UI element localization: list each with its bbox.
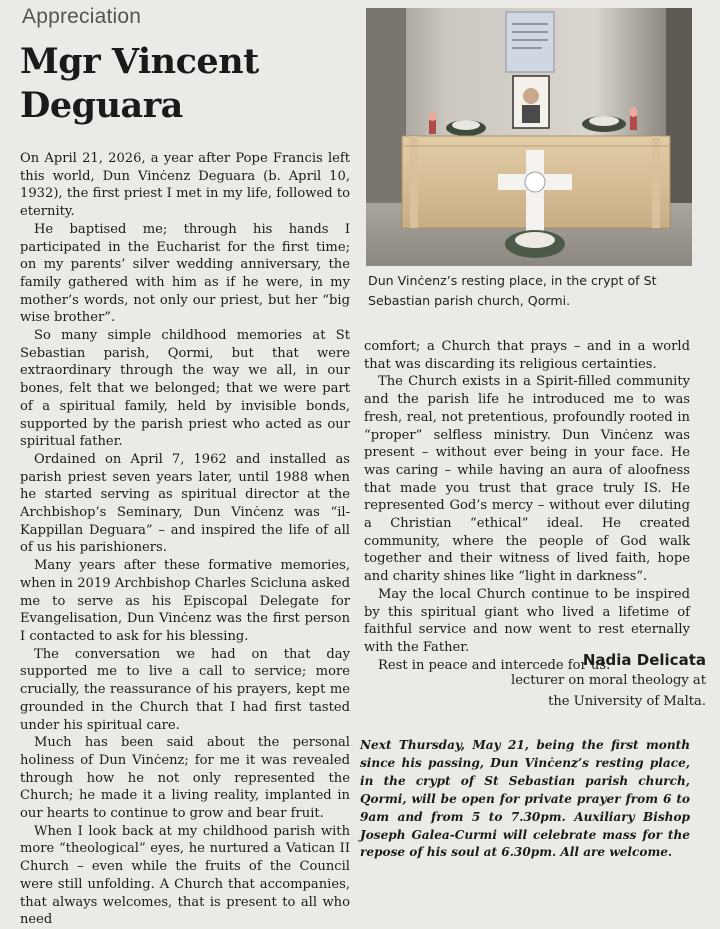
paragraph: The conversation we had on that day supported me to live a call to service; more crucially, the reassurance of his prayers, kept me grounded in the Church that I had first tasted under his spiritual care. (20, 646, 350, 733)
section-label: Appreciation (22, 5, 142, 28)
author-affiliation: the University of Malta. (548, 694, 706, 709)
photo-caption: Dun Vinċenz’s resting place, in the crypt of St Sebastian parish church, Qormi. (368, 273, 657, 308)
crypt-photo-image (366, 8, 692, 266)
paragraph: Rest in peace and intercede for us. (378, 657, 611, 673)
article-column-right (364, 338, 690, 674)
author-name: Nadia Delicata (582, 651, 706, 669)
paragraph: When I look back at my childhood parish with more “theological” eyes, he nurtured a Vatican II Church – even while the fruits of the Council were still unfolding. A Church that accompanies, that always welcomes, that is present to all who need (20, 823, 350, 928)
crypt-photo (366, 8, 692, 266)
headline: Mgr Vincent Deguara (20, 41, 259, 126)
paragraph: Many years after these formative memories, when in 2019 Archbishop Charles Scicluna asked me to serve as his Episcopal Delegate for Evangelisation, Dun Vinċenz was the first person I contacted to ask for his blessing. (20, 558, 350, 644)
paragraph: The Church exists in a Spirit-filled community and the parish life he introduced me to was fresh, real, not pretentious, profoundly rooted in “proper” selfless ministry. Dun Vinċenz was present – without ever being in your face. He was caring – while having an aura of aloofness that made you trust that grace truly IS. He represented God’s mercy – without ever diluting a Christian “ethical” ideal. He created community, where the people of God walk together and their witness of lived faith, hope and charity shines like “light in darkness”. (364, 374, 690, 585)
paragraph: comfort; a Church that prays – and in a world that was discarding its religious certainties. (364, 339, 690, 372)
author-signature (364, 650, 714, 712)
paragraph: On April 21, 2026, a year after Pope Francis left this world, Dun Vinċenz Deguara (b. April 10, 1932), the first priest I met in my life, followed to eternity. (20, 151, 350, 220)
author-role: lecturer on moral theology at (511, 673, 706, 688)
mass-notice: Next Thursday, May 21, being the first month since his passing, Dun Vinċenz’s resting place, in the crypt of St Sebastian parish church, Qormi, will be open for private prayer from 6 to 9am and from 5 to 7.30pm. Auxiliary Bishop Joseph Galea-Curmi will celebrate mass for the repose of his soul at 6.30pm. All are welcome. (360, 738, 690, 860)
paragraph: Much has been said about the personal holiness of Dun Vinċenz; for me it was revealed through how he not only represented the Church; he made it a living reality, implanted in our hearts to continue to grow and bear fruit. (20, 735, 350, 822)
paragraph: May the local Church continue to be inspired by this spiritual giant who lived a lifetime of faithful service and now went to rest eternally with the Father. (364, 586, 690, 655)
article-column-left (20, 150, 350, 929)
paragraph: So many simple childhood memories at St Sebastian parish, Qormi, but that were extraordinary through the way we all, in our bones, felt that we belonged; that we were part of a spiritual family, held by invisible bonds, supported by the parish priest who acted as our spiritual father. (20, 328, 350, 450)
paragraph: He baptised me; through his hands I participated in the Eucharist for the first time; on my parents’ silver wedding anniversary, the family gathered with him as if he were, in my mother’s words, not only our priest, but her “big wise brother”. (20, 221, 350, 326)
paragraph: Ordained on April 7, 1962 and installed as parish priest seven years later, until 1988 when he started serving as spiritual director at the Archbishop’s Seminary, Dun Vinċenz was “il-Kappillan Deguara” – and inspired the life of all of us his parishioners. (20, 451, 350, 556)
